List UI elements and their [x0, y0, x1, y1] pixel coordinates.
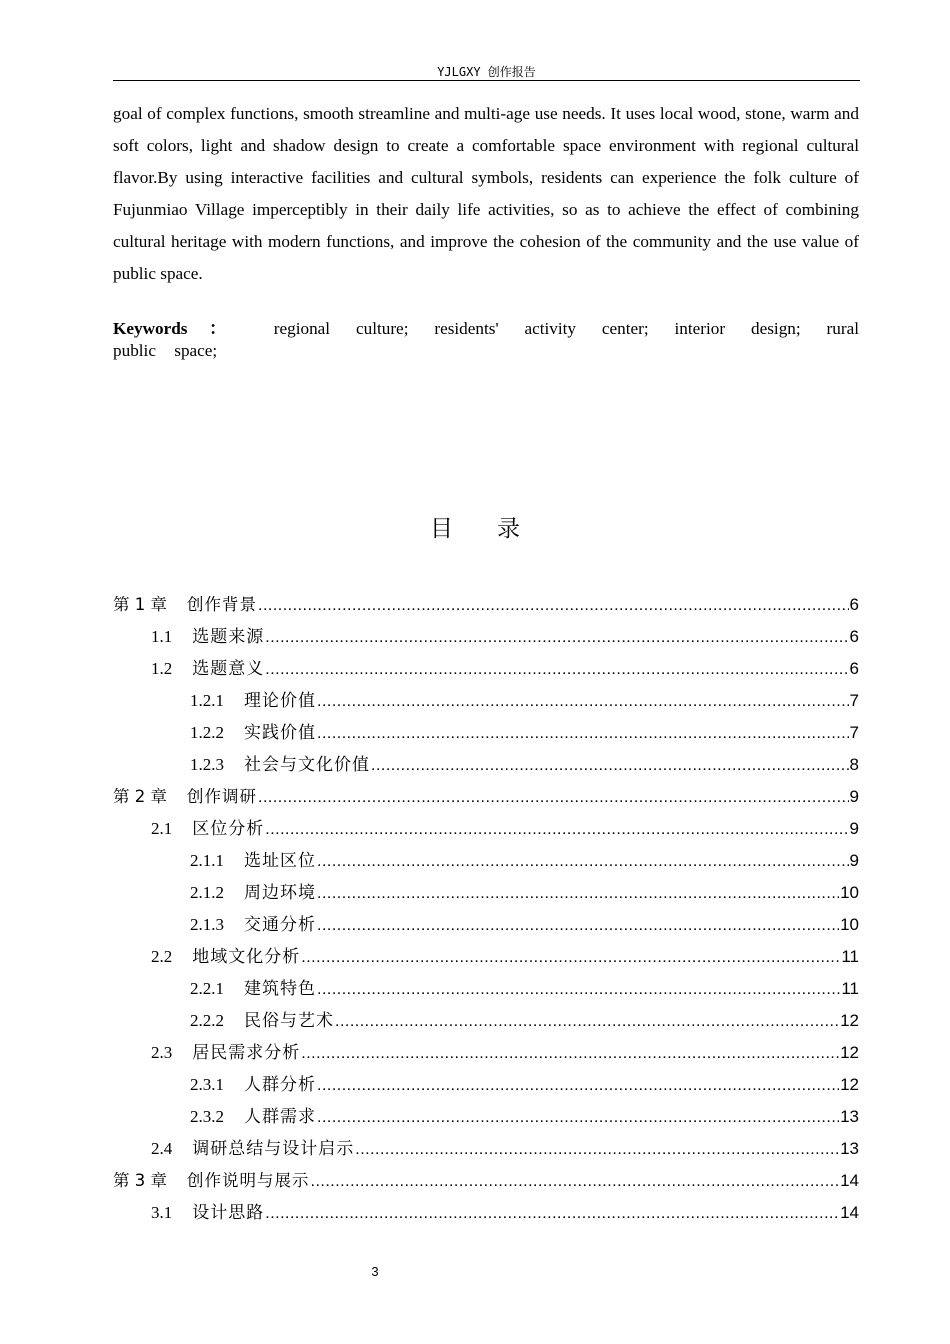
toc-leader-dots — [311, 1166, 840, 1198]
toc-entry-number: 2.4 — [151, 1139, 173, 1158]
toc-title: 目录 — [430, 516, 564, 542]
toc-entry[interactable] — [113, 685, 859, 717]
toc-entry-title: 设计思路 — [192, 1203, 265, 1222]
toc-entry-title: 人群需求 — [244, 1107, 316, 1126]
toc-leader-dots — [317, 878, 839, 910]
table-of-contents — [113, 589, 859, 1229]
toc-entry[interactable] — [113, 909, 859, 941]
toc-entry-page: 7 — [849, 723, 859, 742]
toc-entry[interactable] — [113, 653, 859, 685]
toc-leader-dots — [258, 590, 849, 622]
toc-entry-page: 12 — [840, 1043, 859, 1062]
toc-entry-number: 2.2.2 — [190, 1011, 224, 1030]
keywords-label: Keywords： — [113, 319, 248, 338]
toc-entry-page: 14 — [840, 1171, 859, 1190]
toc-entry-number: 2.1 — [151, 819, 173, 838]
toc-entry[interactable] — [113, 621, 859, 653]
toc-entry[interactable] — [113, 1165, 859, 1197]
toc-entry-number: 2.3 — [151, 1043, 173, 1062]
toc-entry-title: 选址区位 — [244, 851, 316, 870]
toc-entry[interactable] — [113, 877, 859, 909]
toc-leader-dots — [335, 1006, 839, 1038]
toc-leader-dots — [317, 910, 839, 942]
page-number: 3 — [371, 1264, 379, 1279]
toc-entry-number: 1.2.3 — [190, 755, 224, 774]
toc-entry-number: 2.3.2 — [190, 1107, 224, 1126]
toc-entry[interactable] — [113, 589, 859, 621]
toc-leader-dots — [371, 750, 849, 782]
toc-entry-title: 选题来源 — [192, 627, 265, 646]
toc-entry-page: 12 — [840, 1011, 859, 1030]
toc-leader-dots — [301, 1038, 839, 1070]
toc-entry[interactable] — [113, 1197, 859, 1229]
toc-leader-dots — [265, 1198, 839, 1230]
toc-entry[interactable] — [113, 717, 859, 749]
toc-entry-title: 人群分析 — [244, 1075, 316, 1094]
toc-entry-title: 居民需求分析 — [192, 1043, 301, 1062]
toc-entry-title: 创作说明与展示 — [187, 1171, 310, 1190]
toc-entry-page: 6 — [849, 659, 859, 678]
toc-entry[interactable] — [113, 749, 859, 781]
toc-entry-number: 2.2.1 — [190, 979, 224, 998]
toc-entry-page: 9 — [849, 851, 859, 870]
toc-entry-title: 交通分析 — [244, 915, 316, 934]
toc-leader-dots — [355, 1134, 839, 1166]
toc-entry-page: 10 — [840, 883, 859, 902]
toc-entry[interactable] — [113, 1005, 859, 1037]
toc-entry-page: 8 — [849, 755, 859, 774]
toc-entry-page: 10 — [840, 915, 859, 934]
toc-entry[interactable] — [113, 941, 859, 973]
toc-entry-number: 1.2.1 — [190, 691, 224, 710]
toc-entry-number: 3.1 — [151, 1203, 173, 1222]
toc-entry-title: 理论价值 — [244, 691, 316, 710]
toc-leader-dots — [317, 1102, 839, 1134]
toc-entry-title: 调研总结与设计启示 — [192, 1139, 355, 1158]
toc-entry-page: 11 — [841, 979, 859, 998]
toc-entry-title: 周边环境 — [244, 883, 316, 902]
keywords-line — [113, 318, 859, 340]
toc-leader-dots — [317, 846, 849, 878]
toc-entry[interactable] — [113, 1101, 859, 1133]
abstract-paragraph: goal of complex functions, smooth streamline and multi-age use needs. It uses local wood, stone, warm and soft colors, light and shadow design to create a comfortable space environment with regional cultural flavor.By using interactive facilities and cultural symbols, residents can experience the folk culture of Fujunmiao Village imperceptibly in their daily life activities, so as to achieve the effect of combining cultural heritage with modern functions, and improve the cohesion of the community and the use value of public space. — [113, 104, 859, 283]
toc-entry-number: 1.2.2 — [190, 723, 224, 742]
toc-entry-number: 第 2 章 — [113, 787, 167, 806]
toc-entry-number: 2.1.2 — [190, 883, 224, 902]
toc-entry-number: 第 3 章 — [113, 1171, 167, 1190]
toc-leader-dots — [265, 814, 848, 846]
toc-leader-dots — [265, 622, 848, 654]
toc-leader-dots — [317, 974, 840, 1006]
toc-entry-title: 创作背景 — [187, 595, 257, 614]
toc-entry[interactable] — [113, 781, 859, 813]
toc-entry[interactable] — [113, 845, 859, 877]
toc-leader-dots — [317, 686, 849, 718]
toc-entry[interactable] — [113, 1069, 859, 1101]
toc-entry-number: 第 1 章 — [113, 595, 167, 614]
toc-entry-title: 民俗与艺术 — [244, 1011, 334, 1030]
toc-leader-dots — [258, 782, 849, 814]
toc-leader-dots — [265, 654, 848, 686]
toc-entry-title: 区位分析 — [192, 819, 265, 838]
toc-entry-number: 2.2 — [151, 947, 173, 966]
keywords-continuation: public space; — [113, 341, 218, 360]
toc-entry-title: 建筑特色 — [244, 979, 316, 998]
toc-entry-page: 6 — [849, 627, 859, 646]
toc-leader-dots — [317, 718, 849, 750]
running-header: YJLGXY 创作报告 — [437, 65, 536, 79]
toc-entry-title: 创作调研 — [187, 787, 257, 806]
toc-entry-page: 14 — [840, 1203, 859, 1222]
toc-entry[interactable] — [113, 813, 859, 845]
toc-entry[interactable] — [113, 1037, 859, 1069]
toc-entry-title: 社会与文化价值 — [244, 755, 370, 774]
toc-entry-page: 11 — [841, 947, 859, 966]
toc-entry-number: 1.2 — [151, 659, 173, 678]
toc-entry-page: 13 — [840, 1107, 859, 1126]
toc-entry-page: 6 — [849, 595, 859, 614]
toc-entry-number: 2.3.1 — [190, 1075, 224, 1094]
toc-entry-page: 12 — [840, 1075, 859, 1094]
toc-entry-number: 2.1.1 — [190, 851, 224, 870]
toc-entry-page: 7 — [849, 691, 859, 710]
toc-leader-dots — [317, 1070, 839, 1102]
toc-entry-title: 地域文化分析 — [192, 947, 301, 966]
toc-entry-number: 2.1.3 — [190, 915, 224, 934]
toc-entry-number: 1.1 — [151, 627, 173, 646]
header-divider — [113, 80, 860, 81]
toc-entry-title: 选题意义 — [192, 659, 265, 678]
toc-entry-page: 9 — [849, 787, 859, 806]
keywords-text-line1: regional culture; residents' activity center; interior design; rural — [273, 319, 860, 338]
toc-entry[interactable] — [113, 973, 859, 1005]
toc-entry[interactable] — [113, 1133, 859, 1165]
toc-leader-dots — [301, 942, 840, 974]
toc-entry-title: 实践价值 — [244, 723, 316, 742]
toc-entry-page: 13 — [840, 1139, 859, 1158]
toc-entry-page: 9 — [849, 819, 859, 838]
